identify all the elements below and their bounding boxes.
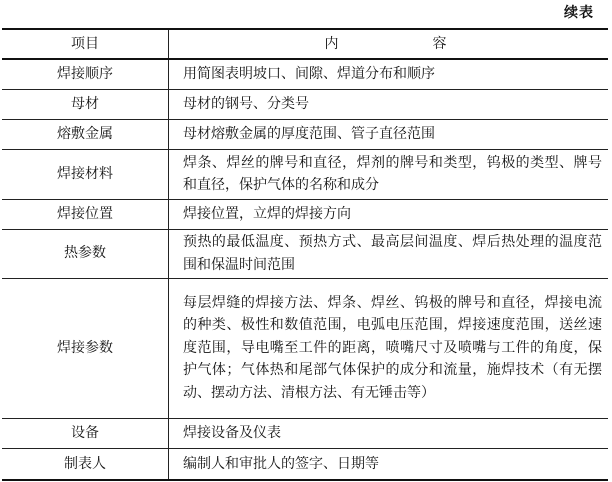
row-content: 母材熔敷金属的厚度范围、管子直径范围 <box>169 119 609 149</box>
table-row <box>2 149 608 199</box>
row-item: 焊接参数 <box>2 278 169 418</box>
row-item: 热参数 <box>2 229 169 278</box>
row-content: 预热的最低温度、预热方式、最高层间温度、焊后热处理的温度范围和保温时间范围 <box>169 229 609 278</box>
table-row <box>2 199 608 229</box>
row-item: 焊接材料 <box>2 149 169 199</box>
table-row <box>2 229 608 278</box>
row-content: 焊接设备及仪表 <box>169 418 609 448</box>
row-item: 母材 <box>2 89 169 119</box>
row-item: 焊接顺序 <box>2 59 169 89</box>
row-content: 每层焊缝的焊接方法、焊条、焊丝、钨极的牌号和直径，焊接电流的种类、极性和数值范围，电弧电压范围，焊接速度范围，送丝速度范围，导电嘴至工件的距离，喷嘴尺寸及喷嘴与工件的角度，保护气体；气体热和尾部气体保护的成分和流量，施焊技术（有无摆动、摆动方法、清根方法、有无锤击等） <box>169 278 609 418</box>
table-header-row <box>2 29 608 59</box>
row-item: 熔敷金属 <box>2 119 169 149</box>
row-content: 母材的钢号、分类号 <box>169 89 609 119</box>
row-item: 焊接位置 <box>2 199 169 229</box>
table-row <box>2 119 608 149</box>
table-row <box>2 59 608 89</box>
header-item: 项目 <box>2 29 169 59</box>
table-row <box>2 448 608 480</box>
row-content: 焊接位置，立焊的焊接方向 <box>169 199 609 229</box>
welding-procedure-table <box>2 28 608 481</box>
table-row <box>2 89 608 119</box>
row-content: 编制人和审批人的签字、日期等 <box>169 448 609 480</box>
row-content: 焊条、焊丝的牌号和直径，焊剂的牌号和类型，钨极的类型、牌号和直径，保护气体的名称和成分 <box>169 149 609 199</box>
row-content: 用简图表明坡口、间隙、焊道分布和顺序 <box>169 59 609 89</box>
table-row <box>2 278 608 418</box>
continued-table-label: 续表 <box>564 5 594 21</box>
header-content: 内 容 <box>169 29 609 59</box>
row-item: 制表人 <box>2 448 169 480</box>
row-item: 设备 <box>2 418 169 448</box>
table-row <box>2 418 608 448</box>
